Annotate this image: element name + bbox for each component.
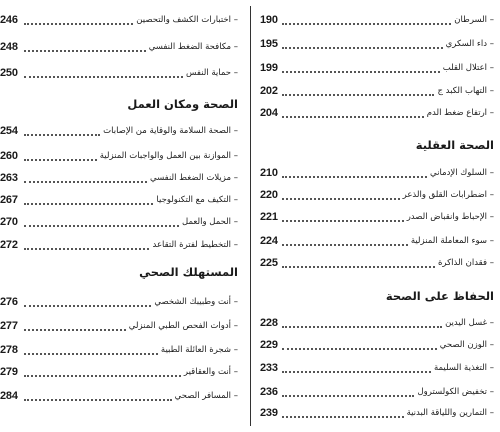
toc-dot-leader bbox=[24, 215, 179, 227]
toc-entry bbox=[258, 234, 500, 248]
toc-entry bbox=[0, 389, 244, 403]
toc-entry bbox=[258, 338, 500, 352]
toc-entry bbox=[258, 256, 500, 270]
toc-entry bbox=[258, 210, 500, 224]
toc-right-column bbox=[258, 0, 500, 432]
toc-page-number: 202 bbox=[260, 85, 278, 97]
toc-page-number: 260 bbox=[0, 150, 18, 162]
toc-entry bbox=[0, 171, 244, 185]
toc-entry-title: – الصحة السلامة والوقاية من الإصابات bbox=[103, 126, 238, 136]
toc-entry bbox=[0, 149, 244, 163]
toc-page-number: 228 bbox=[260, 317, 278, 329]
toc-entry-title: – الموازنة بين العمل والواجبات المنزلية bbox=[99, 151, 238, 161]
toc-page-number: 220 bbox=[260, 189, 278, 201]
toc-page-number: 229 bbox=[260, 339, 278, 351]
toc-page-number: 199 bbox=[260, 62, 278, 74]
toc-entry bbox=[0, 124, 244, 138]
toc-entry-title: – التخطيط لفترة التقاعد bbox=[152, 240, 238, 250]
toc-dot-leader bbox=[282, 13, 451, 25]
toc-page-number: 250 bbox=[0, 67, 18, 79]
toc-entry-title: – المسافر الصحي bbox=[174, 391, 238, 401]
toc-entry bbox=[0, 238, 244, 252]
toc-entry-title: – التهاب الكبد ج bbox=[437, 86, 494, 96]
toc-entry bbox=[0, 365, 244, 379]
toc-dot-leader bbox=[24, 40, 146, 52]
toc-page-number: 210 bbox=[260, 167, 278, 179]
toc-dot-leader bbox=[24, 124, 100, 136]
toc-page-number: 279 bbox=[0, 366, 18, 378]
toc-dot-leader bbox=[24, 343, 158, 355]
toc-dot-leader bbox=[282, 256, 435, 268]
toc-entry bbox=[0, 343, 244, 357]
toc-page-number: 277 bbox=[0, 320, 18, 332]
toc-entry bbox=[258, 406, 500, 420]
toc-entry-title: – غسل اليدين bbox=[445, 318, 494, 328]
toc-entry-title: – أدوات الفحص الطبي المنزلي bbox=[128, 321, 238, 331]
toc-dot-leader bbox=[282, 234, 408, 246]
toc-page-number: 284 bbox=[0, 390, 18, 402]
toc-page-number: 195 bbox=[260, 38, 278, 50]
toc-entry bbox=[258, 361, 500, 375]
toc-entry-title: – التغذية السليمة bbox=[433, 363, 494, 373]
toc-dot-leader bbox=[24, 238, 149, 250]
toc-dot-leader bbox=[24, 319, 126, 331]
toc-entry bbox=[0, 295, 244, 309]
toc-dot-leader bbox=[282, 37, 443, 49]
toc-section-heading: الصحة العقلية bbox=[415, 138, 494, 152]
toc-dot-leader bbox=[282, 106, 424, 118]
toc-dot-leader bbox=[24, 295, 151, 307]
toc-entry-title: – تخفيض الكولسترول bbox=[417, 387, 494, 397]
toc-entry bbox=[0, 66, 244, 80]
toc-entry-title: – اضطرابات القلق والذعر bbox=[402, 190, 494, 200]
toc-entry bbox=[0, 13, 244, 27]
toc-page-number: 221 bbox=[260, 211, 278, 223]
toc-entry bbox=[0, 40, 244, 54]
toc-section-heading: المستهلك الصحي bbox=[139, 265, 238, 279]
toc-dot-leader bbox=[282, 210, 404, 222]
toc-entry bbox=[258, 13, 500, 27]
toc-entry-title: – أنت وطبيبك الشخصي bbox=[154, 297, 238, 307]
toc-dot-leader bbox=[282, 61, 440, 73]
toc-entry-title: – داء السكري bbox=[445, 39, 494, 49]
toc-page-number: 248 bbox=[0, 41, 18, 53]
toc-entry-title: – حماية النفس bbox=[186, 68, 238, 78]
toc-dot-leader bbox=[282, 406, 404, 418]
toc-entry bbox=[0, 215, 244, 229]
toc-entry bbox=[258, 84, 500, 98]
toc-section-heading: الحفاظ على الصحة bbox=[385, 289, 494, 303]
toc-entry bbox=[258, 106, 500, 120]
toc-dot-leader bbox=[24, 193, 153, 205]
toc-page-number: 246 bbox=[0, 14, 18, 26]
toc-entry-title: – اختبارات الكشف والتحصين bbox=[136, 15, 238, 25]
toc-dot-leader bbox=[282, 188, 400, 200]
toc-entry-title: – اعتلال القلب bbox=[442, 63, 494, 73]
toc-entry-title: – الوزن الصحي bbox=[439, 340, 494, 350]
toc-page-number: 233 bbox=[260, 362, 278, 374]
toc-entry-title: – الحمل والعمل bbox=[182, 217, 238, 227]
toc-entry-title: – الإحباط وانقباض الصدر bbox=[406, 212, 494, 222]
toc-entry-title: – السلوك الإدماني bbox=[430, 168, 494, 178]
toc-dot-leader bbox=[24, 149, 97, 161]
toc-entry bbox=[0, 193, 244, 207]
toc-entry-title: – مكافحة الضغط النفسي bbox=[148, 42, 238, 52]
toc-dot-leader bbox=[24, 365, 181, 377]
toc-entry-title: – فقدان الذاكرة bbox=[437, 258, 494, 268]
toc-entry-title: – شجرة العائلة الطبية bbox=[160, 345, 238, 355]
toc-entry bbox=[258, 385, 500, 399]
toc-dot-leader bbox=[24, 66, 183, 78]
toc-page-number: 263 bbox=[0, 172, 18, 184]
toc-page-number: 239 bbox=[260, 407, 278, 419]
toc-page-number: 272 bbox=[0, 239, 18, 251]
toc-entry-title: – مزيلات الضغط النفسي bbox=[149, 173, 238, 183]
toc-entry-title: – أنت والعقاقير bbox=[183, 367, 238, 377]
toc-dot-leader bbox=[24, 171, 147, 183]
toc-left-column bbox=[0, 0, 244, 432]
toc-page-number: 225 bbox=[260, 257, 278, 269]
toc-entry bbox=[258, 61, 500, 75]
toc-dot-leader bbox=[282, 361, 431, 373]
toc-entry bbox=[0, 319, 244, 333]
toc-page-number: 236 bbox=[260, 386, 278, 398]
toc-entry-title: – ارتفاع ضغط الدم bbox=[426, 108, 494, 118]
toc-dot-leader bbox=[282, 338, 437, 350]
toc-page-number: 270 bbox=[0, 216, 18, 228]
toc-page-number: 267 bbox=[0, 194, 18, 206]
toc-entry-title: – سوء المعاملة المنزلية bbox=[410, 236, 494, 246]
toc-dot-leader bbox=[282, 316, 442, 328]
toc-page-number: 224 bbox=[260, 235, 278, 247]
toc-entry bbox=[258, 166, 500, 180]
toc-page-number: 254 bbox=[0, 125, 18, 137]
toc-dot-leader bbox=[282, 166, 427, 178]
toc-page-number: 204 bbox=[260, 107, 278, 119]
toc-entry bbox=[258, 316, 500, 330]
toc-section-heading: الصحة ومكان العمل bbox=[127, 97, 238, 111]
toc-page-number: 276 bbox=[0, 296, 18, 308]
toc-entry-title: – السرطان bbox=[454, 15, 494, 25]
toc-entry-title: – التمارين واللياقة البدنية bbox=[406, 408, 494, 418]
toc-page-number: 190 bbox=[260, 14, 278, 26]
toc-entry bbox=[258, 188, 500, 202]
toc-entry bbox=[258, 37, 500, 51]
toc-entry-title: – التكيف مع التكنولوجيا bbox=[156, 195, 238, 205]
toc-dot-leader bbox=[282, 385, 414, 397]
toc-page-number: 278 bbox=[0, 344, 18, 356]
toc-dot-leader bbox=[24, 389, 172, 401]
toc-dot-leader bbox=[282, 84, 434, 96]
column-divider bbox=[250, 6, 251, 426]
toc-dot-leader bbox=[24, 13, 133, 25]
